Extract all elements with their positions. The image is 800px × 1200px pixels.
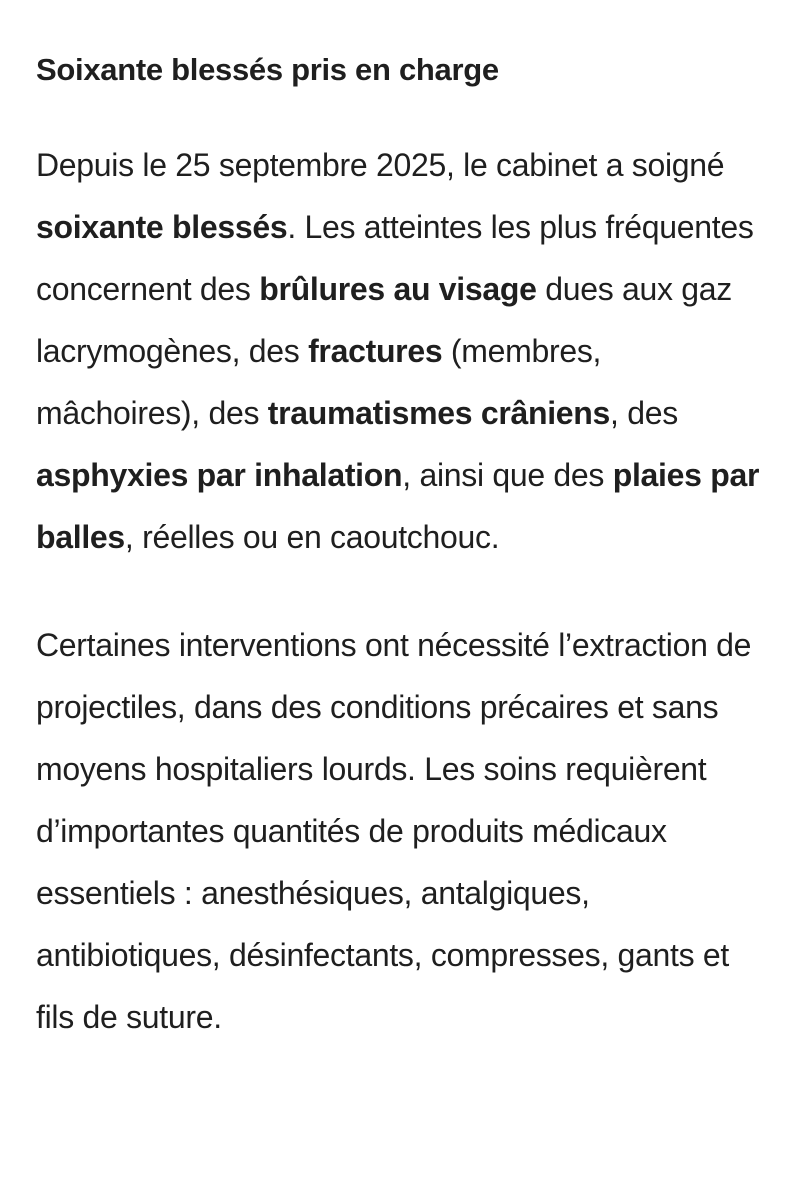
text-segment: . Les atteintes les plus fréquentes concernent des — [36, 209, 754, 307]
section-heading: Soixante blessés pris en charge — [36, 52, 499, 87]
bold-text-segment: brûlures au visage — [259, 271, 537, 307]
text-segment: dues aux gaz lacrymogènes, des — [36, 271, 732, 369]
text-segment: , réelles ou en caoutchouc. — [124, 519, 500, 555]
bold-text-segment: soixante blessés — [36, 209, 288, 245]
text-segment: Certaines interventions ont nécessité l’extraction de projectiles, dans des conditions précaires et sans moyens hospitaliers lourds. Les soins requièrent d’importantes quantités de produits médicaux essentiels : anesthésiques, antalgiques, antibiotiques, désinfectants, compresses, gants et fils de suture. — [36, 627, 752, 1035]
bold-text-segment: fractures — [308, 333, 443, 369]
text-segment: Depuis le 25 septembre 2025, le cabinet a soigné — [36, 147, 725, 183]
paragraph-interventions — [36, 614, 764, 1048]
bold-text-segment: asphyxies par inhalation — [36, 457, 403, 493]
text-segment: (membres, mâchoires), des — [36, 333, 602, 431]
text-segment: , des — [610, 395, 678, 431]
paragraph-injuries — [36, 134, 764, 568]
bold-text-segment: traumatismes crâniens — [267, 395, 611, 431]
text-segment: , ainsi que des — [402, 457, 613, 493]
bold-text-segment: plaies par balles — [36, 457, 760, 555]
